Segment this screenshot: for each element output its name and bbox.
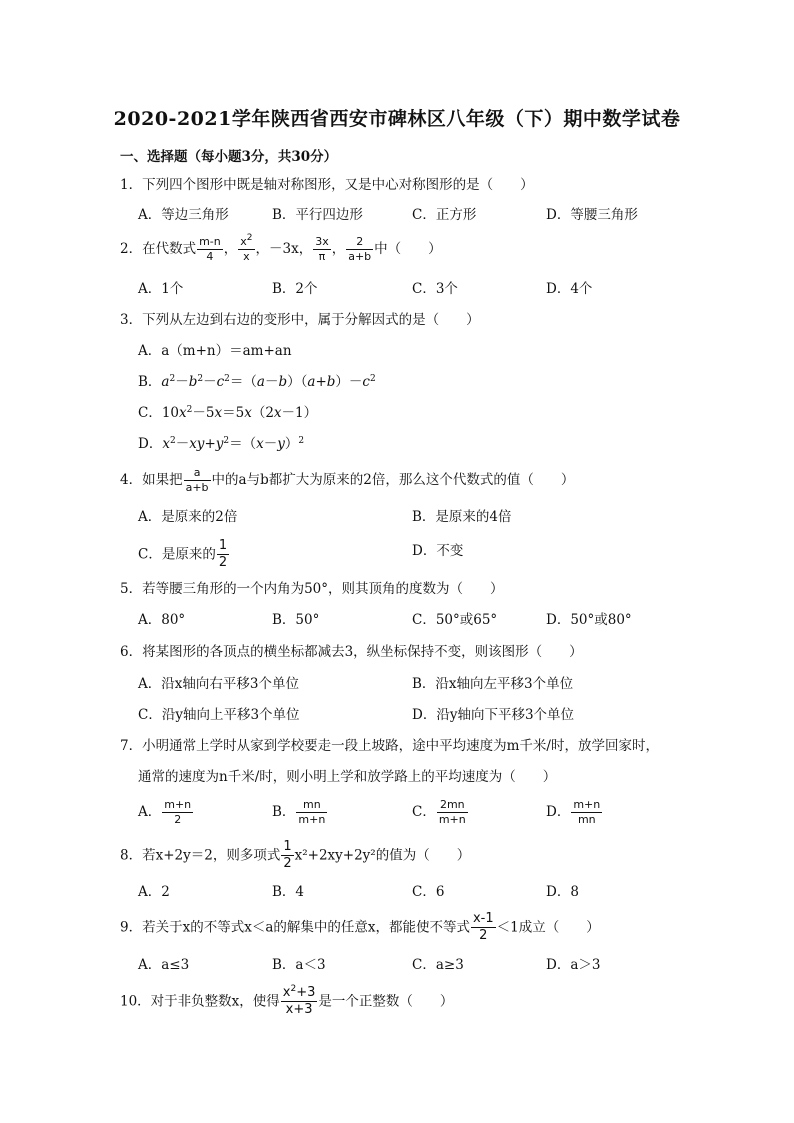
q1-option-c: C．正方形 (412, 207, 477, 223)
q3-option-a: A．a（m+n）＝am+an (138, 343, 292, 359)
q4-option-b: B．是原来的4倍 (412, 509, 512, 525)
q4-option-d: D．不变 (412, 543, 464, 559)
fraction-mn-over-m-plus-n: $\frac{mn}{m+n}$ (298, 798, 326, 827)
q9-option-b: B．a＜3 (272, 957, 326, 973)
question-8-stem: 8．若x+2y＝2，则多项式 $\frac{1}{2}$ x²+2xy+2y²的值为（ ） (120, 839, 471, 872)
q5-option-a: A．80° (138, 612, 186, 628)
question-7-stem-line2: 通常的速度为n千米/时，则小明上学和放学路上的平均速度为（ ） (138, 769, 557, 785)
fraction-one-half: $\frac{1}{2}$ (218, 538, 228, 571)
fraction-a-over-a-plus-b: $\frac{a}{a+b}$ (185, 466, 209, 495)
q7-option-d: D． $\frac{m+n}{mn}$ (546, 798, 601, 827)
fraction-m-plus-n-over-mn: $\frac{m+n}{mn}$ (573, 798, 601, 827)
q8-option-c: C．6 (412, 884, 445, 900)
fraction-x-squared-plus-3-over-x-plus-3: $\frac{x^2+3}{x+3}$ (282, 984, 316, 1018)
q1-option-a: A．等边三角形 (138, 207, 229, 223)
question-10-stem: 10．对于非负整数x，使得 $\frac{x^2+3}{x+3}$ 是一个正整数（ ） (120, 984, 454, 1018)
question-7-stem-line1: 7．小明通常上学时从家到学校要走一段上坡路，途中平均速度为m千米/时，放学回家时， (120, 738, 659, 754)
q2-option-a: A．1个 (138, 281, 184, 297)
q5-option-b: B．50° (272, 612, 320, 628)
fraction-2-over-a-plus-b: $\frac{2}{a+b}$ (348, 235, 372, 264)
q5-option-c: C．50°或65° (412, 612, 498, 628)
q9-option-a: A．a≤3 (138, 957, 190, 973)
question-2-stem: 2．在代数式 $\frac{m-n}{4}$ ， $\frac{x^2}{x}$ ，－3x， $\frac{3x}{\pi}$ ， $\frac{2}{a+b}$ 中（ ） (120, 233, 442, 264)
q3-option-d: D．$x^2-xy+y^2=(x-y)^2$ (138, 436, 305, 452)
question-4-stem: 4．如果把 $\frac{a}{a+b}$ 中的a与b都扩大为原来的2倍，那么这个代数式的值（ ） (120, 466, 575, 495)
question-5-stem: 5．若等腰三角形的一个内角为50°，则其顶角的度数为（ ） (120, 581, 504, 597)
q1-option-d: D．等腰三角形 (546, 207, 638, 223)
question-1-stem: 1．下列四个图形中既是轴对称图形，又是中心对称图形的是（ ） (120, 177, 534, 193)
question-9-stem: 9．若关于x的不等式x＜a的解集中的任意x，都能使不等式 $\frac{x-1}{2}$ ＜1成立（ ） (120, 911, 600, 944)
q2-option-d: D．4个 (546, 281, 593, 297)
q7-option-b: B． $\frac{mn}{m+n}$ (272, 798, 326, 827)
q8-option-a: A．2 (138, 884, 170, 900)
q9-option-d: D．a＞3 (546, 957, 601, 973)
fraction-m-plus-n-over-2: $\frac{m+n}{2}$ (164, 798, 192, 827)
page-title: 2020-2021学年陕西省西安市碑林区八年级（下）期中数学试卷 (113, 108, 681, 130)
q8-option-b: B．4 (272, 884, 305, 900)
q8-option-d: D．8 (546, 884, 579, 900)
q7-option-a: A． $\frac{m+n}{2}$ (138, 798, 192, 827)
fraction-x-squared-over-x: $\frac{x^2}{x}$ (240, 233, 253, 264)
q6-option-b: B．沿x轴向左平移3个单位 (412, 676, 574, 692)
q9-option-c: C．a≥3 (412, 957, 464, 973)
q3-option-b: B．$a^2-b^2-c^2=(a-b)(a+b)-c^2$ (138, 374, 376, 390)
question-3-stem: 3．下列从左边到右边的变形中，属于分解因式的是（ ） (120, 312, 480, 328)
fraction-x-minus-1-over-2: $\frac{x-1}{2}$ (472, 911, 494, 944)
fraction-3x-over-pi: $\frac{3x}{\pi}$ (315, 235, 329, 264)
q4-option-a: A．是原来的2倍 (138, 509, 238, 525)
q6-option-d: D．沿y轴向下平移3个单位 (412, 707, 575, 723)
question-6-stem: 6．将某图形的各顶点的横坐标都减去3，纵坐标保持不变，则该图形（ ） (120, 644, 583, 660)
fraction-2mn-over-m-plus-n: $\frac{2mn}{m+n}$ (438, 798, 466, 827)
q1-option-b: B．平行四边形 (272, 207, 363, 223)
q5-option-d: D．50°或80° (546, 612, 632, 628)
fraction-m-minus-n-over-4: $\frac{m-n}{4}$ (199, 235, 221, 264)
q4-option-c: C．是原来的 $\frac{1}{2}$ (138, 538, 228, 571)
q6-option-a: A．沿x轴向右平移3个单位 (138, 676, 299, 692)
q2-option-c: C．3个 (412, 281, 458, 297)
q6-option-c: C．沿y轴向上平移3个单位 (138, 707, 300, 723)
q2-option-b: B．2个 (272, 281, 318, 297)
section-heading: 一、选择题（每小题3分，共30分） (120, 149, 338, 165)
q7-option-c: C． $\frac{2mn}{m+n}$ (412, 798, 466, 827)
fraction-one-half: $\frac{1}{2}$ (283, 839, 292, 872)
q3-option-c: C．$10x^2-5x=5x(2x-1)$ (138, 405, 318, 421)
